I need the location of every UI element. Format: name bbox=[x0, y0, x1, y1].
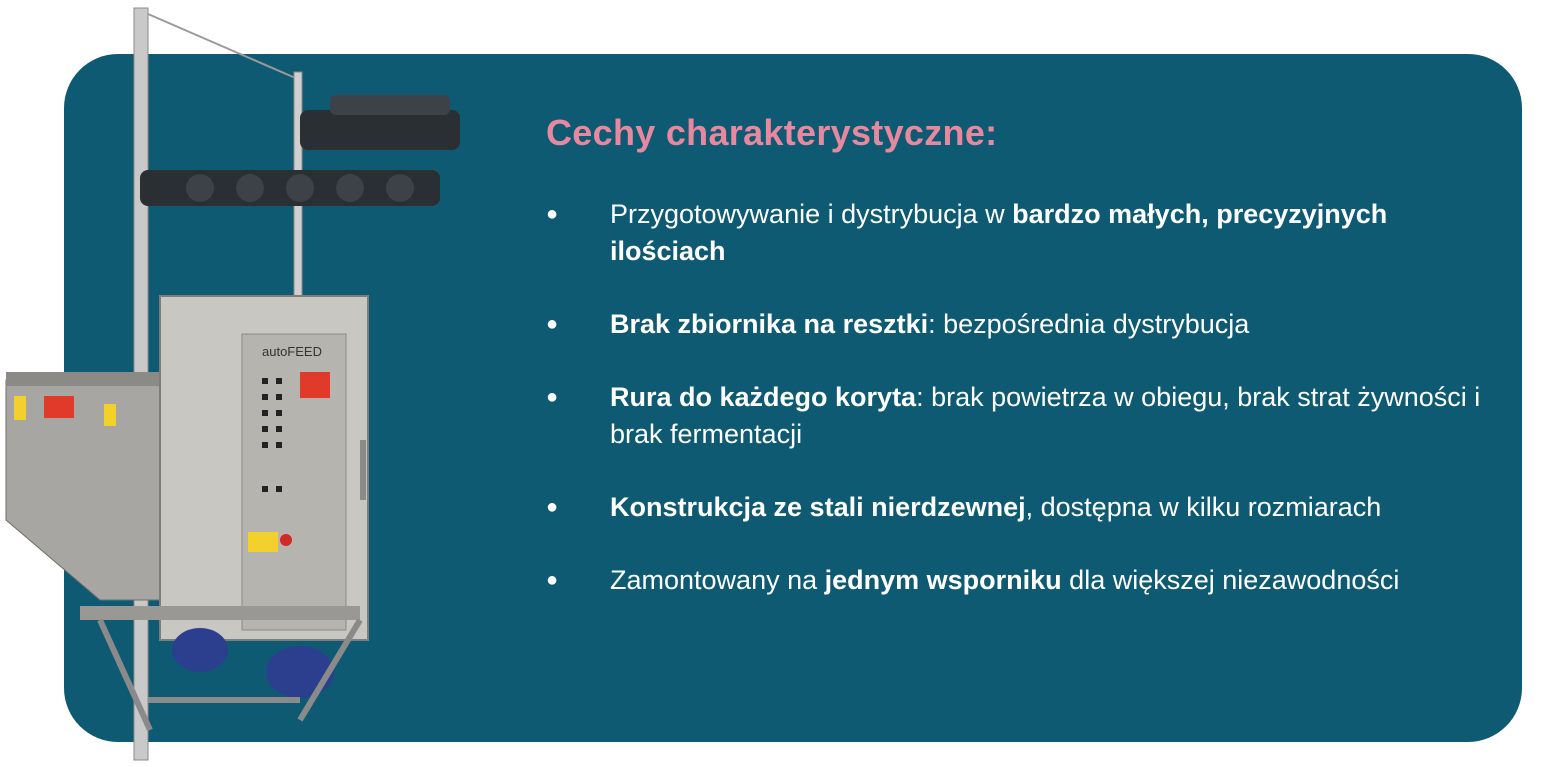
feature-item-single-bracket: ● Zamontowany na jednym wsporniku dla większej niezawodności bbox=[546, 562, 1486, 599]
features-content bbox=[546, 112, 1486, 635]
machine-panel-label: autoFEED bbox=[262, 344, 322, 359]
feature-item-stainless-steel: ● Konstrukcja ze stali nierdzewnej, dostępna w kilku rozmiarach bbox=[546, 489, 1486, 526]
feature-item-preparation: ● Przygotowywanie i dystrybucja w bardzo małych, precyzyjnych ilościach bbox=[546, 196, 1486, 270]
section-title: Cechy charakterystyczne: bbox=[546, 112, 998, 153]
feature-list bbox=[546, 196, 1486, 599]
feature-item-pipe-per-trough: ● Rura do każdego koryta: brak powietrza w obiegu, brak strat żywności i brak fermentacji bbox=[546, 379, 1486, 453]
autofeed-machine-image bbox=[0, 0, 480, 767]
feature-item-no-residue-tank: ● Brak zbiornika na resztki: bezpośrednia dystrybucja bbox=[546, 306, 1486, 343]
